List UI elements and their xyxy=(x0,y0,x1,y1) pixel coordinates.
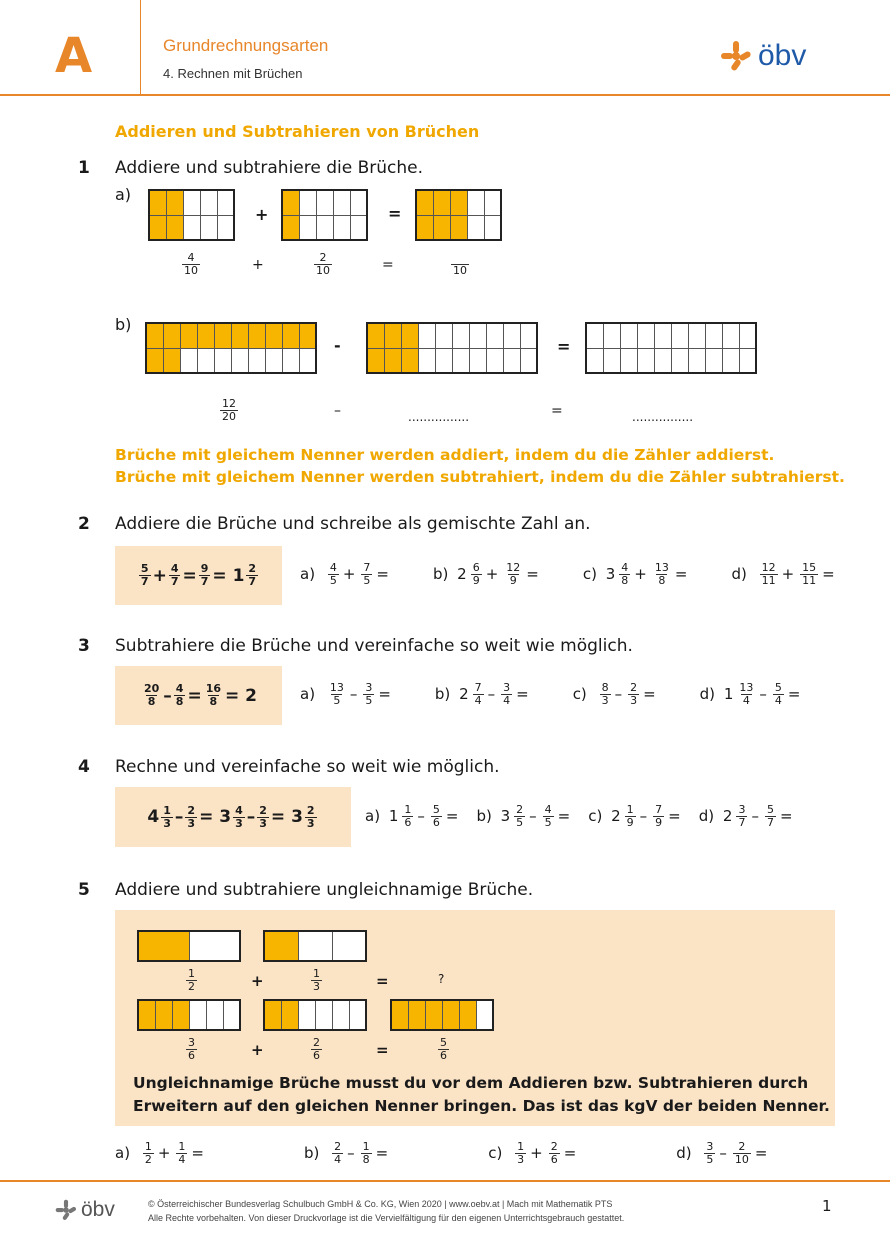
fraction: $\frac{5}{6}$ xyxy=(440,1036,447,1062)
fraction: $\frac{3}{5}$ xyxy=(706,1140,714,1166)
exercise-item[interactable] xyxy=(304,1141,388,1165)
fraction: $\frac{1}{4}$ xyxy=(178,1140,186,1166)
equals-sign: = xyxy=(674,565,688,584)
item-label: b) xyxy=(476,807,492,826)
operator: – xyxy=(529,807,537,826)
chapter-subtitle: 4. Rechnen mit Brüchen xyxy=(163,66,303,81)
fraction-grid xyxy=(415,189,502,241)
fraction: $\frac{4}{8}$ xyxy=(621,561,629,587)
task-text: Addiere und subtrahiere die Brüche. xyxy=(115,158,424,178)
plus-sign: + xyxy=(255,205,269,224)
footer-rule xyxy=(0,1180,890,1182)
copyright-notice: © Österreichischer Bundesverlag Schulbuch GmbH & Co. KG, Wien 2020 | www.oebv.at | Mach mit Mathematik PTS Alle Rechte vorbehalten. Von dieser Druckvorlage ist die Vervielfältigung für den eigenen Unterrichtsgebrauch gestattet. xyxy=(148,1199,625,1223)
item-label: d) xyxy=(698,807,715,826)
item-label: a) xyxy=(115,1144,131,1163)
equals-sign: = xyxy=(382,257,394,273)
example-box: $\frac{5}{7}$ + $\frac{4}{7}$ = $\frac{9}{7}$ = 1 $\frac{2}{7}$ xyxy=(115,546,282,605)
exercise-row xyxy=(300,562,879,586)
fraction: $\frac{7}{5}$ xyxy=(363,561,371,587)
equals-sign: = xyxy=(557,337,571,356)
operator: + xyxy=(252,257,264,273)
fraction: $\frac{2}{6}$ xyxy=(550,1140,558,1166)
fraction-bar xyxy=(390,999,494,1031)
item-label: d) xyxy=(731,565,747,584)
page-number: 1 xyxy=(822,1197,832,1215)
operator: + xyxy=(251,1041,264,1059)
fraction: $\frac{2}{5}$ xyxy=(516,803,524,829)
exercise-item[interactable] xyxy=(488,1141,576,1165)
oebv-star-icon xyxy=(55,1199,77,1221)
operator: + xyxy=(157,1144,171,1163)
item-label: a) xyxy=(365,807,381,826)
example-box: $\frac{20}{8}$ – $\frac{4}{8}$ = $\frac{16}{8}$ = 2 xyxy=(115,666,282,725)
fraction: $\frac{15}{11}$ xyxy=(802,561,817,587)
operator: + xyxy=(781,565,795,584)
equals-sign: = xyxy=(779,807,793,826)
fraction: $\frac{3}{4}$ xyxy=(503,681,511,707)
fraction: $\frac{1}{9}$ xyxy=(626,803,634,829)
operator: + xyxy=(634,565,647,584)
header-rule xyxy=(0,94,890,96)
fraction: $\frac{4}{10}$ xyxy=(184,251,198,277)
fraction: $\frac{2}{6}$ xyxy=(313,1036,320,1062)
whole-number: 3 xyxy=(605,565,616,584)
whole-number: 2 xyxy=(459,685,469,704)
fraction: $\frac{12}{9}$ xyxy=(506,561,521,587)
fraction: $\frac{2}{10}$ xyxy=(734,1140,749,1166)
equals-sign: = xyxy=(378,685,391,704)
fraction: $\frac{4}{5}$ xyxy=(329,561,337,587)
exercise-item[interactable] xyxy=(700,682,801,706)
operator: – xyxy=(719,1144,727,1163)
equals-sign: = xyxy=(643,685,656,704)
fraction: $\frac{4}{5}$ xyxy=(544,803,552,829)
equals-sign: = xyxy=(668,807,681,826)
whole-number: 2 xyxy=(611,807,621,826)
equals-sign: = xyxy=(557,807,571,826)
footer-logo xyxy=(55,1198,115,1222)
operator: – xyxy=(347,1144,355,1163)
operator: – xyxy=(487,685,496,704)
operator: – xyxy=(614,685,623,704)
rule-text: Brüche mit gleichem Nenner werden addiert, indem du die Zähler addierst. Brüche mit gleichem Nenner werden subtrahiert, indem du die Zähler subtrahierst. xyxy=(115,446,845,486)
rule-text: Ungleichnamige Brüche musst du vor dem Addieren bzw. Subtrahieren durch Erweitern auf den gleichen Nenner bringen. Das ist das kgV der beiden Nenner. xyxy=(133,1074,830,1115)
chapter-title: Grundrechnungsarten xyxy=(163,36,329,55)
exercise-row xyxy=(300,682,844,706)
task-number: 2 xyxy=(78,514,90,534)
equals-sign: = xyxy=(376,972,389,990)
equals-sign: = xyxy=(388,204,402,223)
task-text: Subtrahiere die Brüche und vereinfache so weit wie möglich. xyxy=(115,636,633,656)
fraction-grid xyxy=(145,322,317,374)
fraction: $\frac{7}{4}$ xyxy=(474,681,482,707)
exercise-item[interactable] xyxy=(699,804,793,828)
item-label: c) xyxy=(588,807,603,826)
answer-blank[interactable]: ................ xyxy=(632,410,694,424)
item-label: c) xyxy=(488,1144,503,1163)
oebv-star-icon xyxy=(720,40,752,72)
fraction: $\frac{3}{7}$ xyxy=(738,803,746,829)
exercise-item[interactable] xyxy=(573,682,656,706)
task-text: Addiere und subtrahiere ungleichnamige Brüche. xyxy=(115,880,534,900)
fraction: $\frac{2}{3}$ xyxy=(630,681,638,707)
task-text: Addiere die Brüche und schreibe als gemischte Zahl an. xyxy=(115,514,591,534)
item-label: b) xyxy=(432,565,449,584)
fraction: $\frac{1}{3}$ xyxy=(313,967,320,993)
fraction-bar xyxy=(137,999,241,1031)
header-divider xyxy=(140,0,141,95)
task-number: 4 xyxy=(78,757,90,777)
fraction: $\frac{13}{4}$ xyxy=(739,681,754,707)
operator: – xyxy=(759,685,767,704)
equals-sign: = xyxy=(754,1144,768,1163)
fraction: $\frac{1}{3}$ xyxy=(517,1140,525,1166)
item-label: d) xyxy=(699,685,716,704)
equals-sign: = xyxy=(191,1144,204,1163)
fraction: $\frac{2}{10}$ xyxy=(316,251,330,277)
task-number: 3 xyxy=(78,636,90,656)
fraction: $\frac{5}{7}$ xyxy=(766,803,774,829)
answer-grid[interactable] xyxy=(585,322,757,374)
logo-text: öbv xyxy=(81,1198,115,1221)
unknown-result: ? xyxy=(438,972,445,986)
fraction-grid xyxy=(366,322,538,374)
fraction: $\frac{13}{5}$ xyxy=(329,681,344,707)
exercise-item[interactable] xyxy=(300,682,391,706)
operator: – xyxy=(751,807,759,826)
operator: – xyxy=(639,807,648,826)
equals-sign: = xyxy=(822,565,835,584)
whole-number: 1 xyxy=(388,807,399,826)
fraction-bar xyxy=(263,930,367,962)
equals-sign: = xyxy=(526,565,539,584)
subtask-label: b) xyxy=(115,315,132,334)
whole-number: 3 xyxy=(500,807,511,826)
answer-blank[interactable]: ................ xyxy=(408,410,470,424)
exercise-item[interactable] xyxy=(365,804,458,828)
publisher-logo xyxy=(720,40,806,72)
item-label: b) xyxy=(434,685,451,704)
operator: + xyxy=(530,1144,543,1163)
task-text: Rechne und vereinfache so weit wie möglich. xyxy=(115,757,500,777)
fraction: $\frac{5}{4}$ xyxy=(774,681,782,707)
section-title: Addieren und Subtrahieren von Brüchen xyxy=(115,122,480,141)
operator: + xyxy=(485,565,499,584)
whole-number: 1 xyxy=(723,685,734,704)
fraction-grid xyxy=(148,189,235,241)
item-label: c) xyxy=(572,685,587,704)
fraction: $\frac{5}{6}$ xyxy=(432,803,440,829)
whole-number: 2 xyxy=(722,807,733,826)
equals-sign: = xyxy=(376,1041,389,1059)
operator: – xyxy=(417,807,425,826)
item-label: d) xyxy=(676,1144,692,1163)
logo-text: öbv xyxy=(758,39,807,72)
exercise-item[interactable] xyxy=(115,1141,204,1165)
equals-sign: = xyxy=(787,685,801,704)
item-label: b) xyxy=(303,1144,320,1163)
chapter-letter: A xyxy=(55,28,93,84)
fraction: $\frac{3}{5}$ xyxy=(365,681,373,707)
fraction: $\frac{8}{3}$ xyxy=(601,681,609,707)
minus-sign: - xyxy=(334,336,341,355)
fraction-bar xyxy=(263,999,367,1031)
operator: – xyxy=(334,403,341,419)
fraction: $\frac{2}{4}$ xyxy=(334,1140,342,1166)
exercise-item[interactable] xyxy=(300,562,389,586)
operator: – xyxy=(349,685,358,704)
answer-fraction[interactable]: 10 xyxy=(453,264,467,277)
equals-sign: = xyxy=(376,565,389,584)
item-label: a) xyxy=(300,685,316,704)
equals-sign: = xyxy=(563,1144,577,1163)
exercise-item[interactable] xyxy=(588,804,681,828)
fraction-bar xyxy=(137,930,241,962)
fraction: $\frac{1}{8}$ xyxy=(362,1140,370,1166)
exercise-item[interactable] xyxy=(476,804,570,828)
exercise-item[interactable] xyxy=(676,1141,767,1165)
task-number: 1 xyxy=(78,158,90,178)
equals-sign: = xyxy=(445,807,459,826)
exercise-item[interactable] xyxy=(433,562,539,586)
fraction: $\frac{13}{8}$ xyxy=(654,561,669,587)
fraction: $\frac{1}{6}$ xyxy=(404,803,412,829)
subtask-label: a) xyxy=(115,185,132,204)
equals-sign: = xyxy=(516,685,529,704)
exercise-row xyxy=(365,804,811,828)
exercise-item[interactable] xyxy=(435,682,529,706)
fraction: $\frac{1}{2}$ xyxy=(144,1140,152,1166)
equals-sign: = xyxy=(551,403,563,419)
example-box: 4 $\frac{1}{3}$ – $\frac{2}{3}$ = 3 $\frac{4}{3}$ – $\frac{2}{3}$ = 3 $\frac{2}{3}$ xyxy=(115,787,351,847)
exercise-item[interactable] xyxy=(583,562,688,586)
fraction-grid xyxy=(281,189,368,241)
fraction: $\frac{12}{11}$ xyxy=(761,561,776,587)
fraction: $\frac{6}{9}$ xyxy=(472,561,480,587)
whole-number: 2 xyxy=(457,565,467,584)
operator: + xyxy=(251,972,264,990)
fraction: $\frac{12}{20}$ xyxy=(222,397,236,423)
equals-sign: = xyxy=(375,1144,389,1163)
exercise-row xyxy=(115,1141,835,1165)
item-label: a) xyxy=(300,565,316,584)
task-number: 5 xyxy=(78,880,90,900)
fraction: $\frac{1}{2}$ xyxy=(188,967,195,993)
fraction: $\frac{3}{6}$ xyxy=(188,1036,195,1062)
item-label: c) xyxy=(582,565,597,584)
operator: + xyxy=(342,565,356,584)
fraction: $\frac{7}{9}$ xyxy=(655,803,663,829)
exercise-item[interactable] xyxy=(731,562,834,586)
